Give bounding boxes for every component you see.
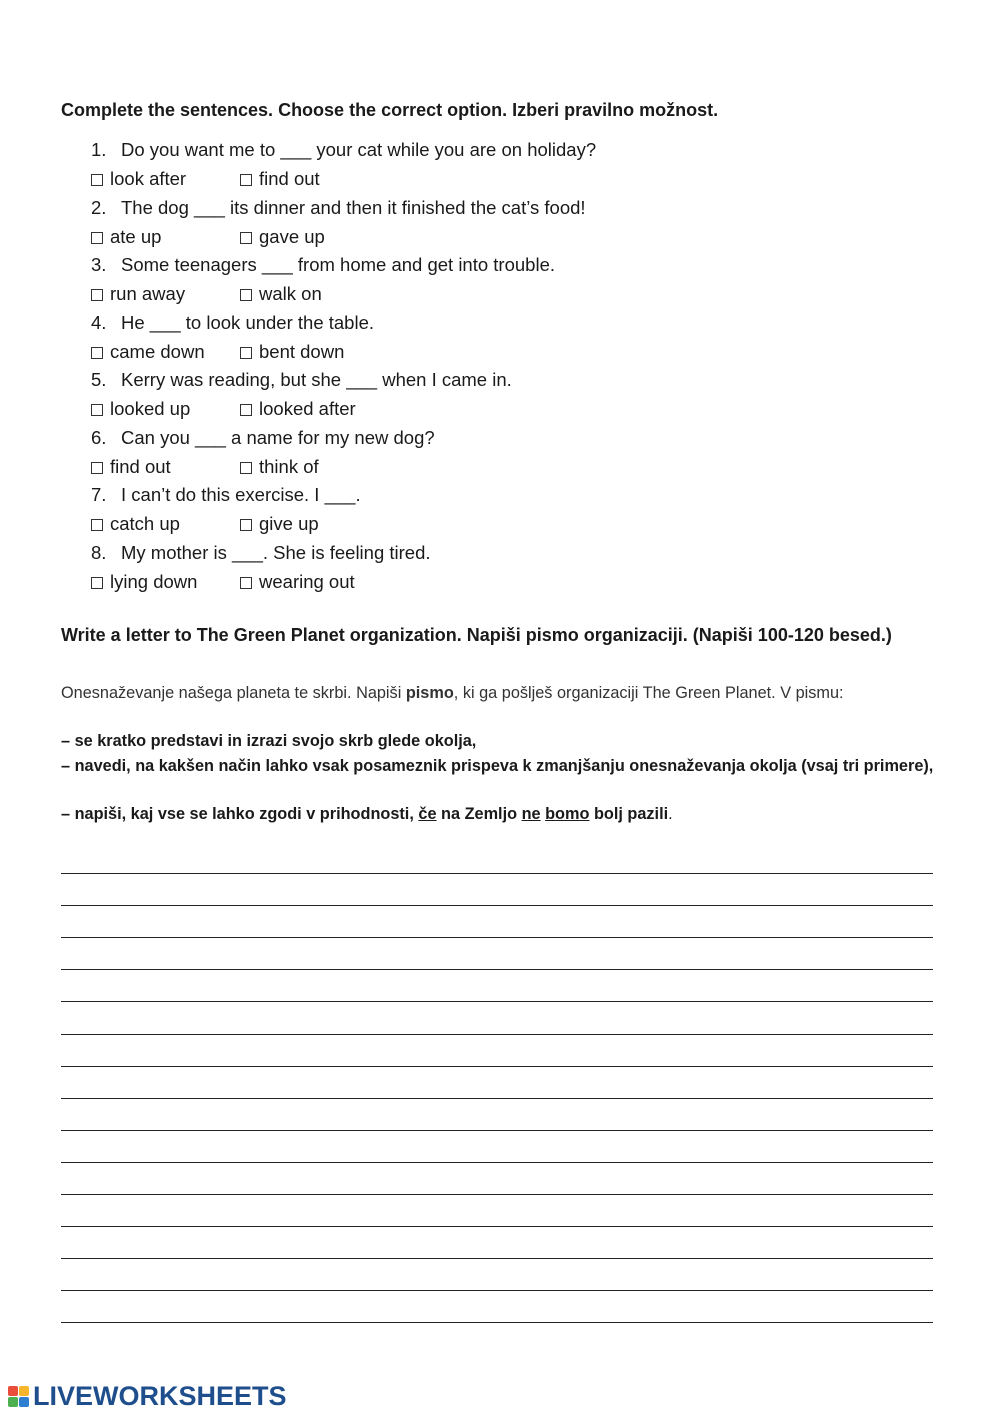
writing-line[interactable] [61, 969, 933, 970]
question-text: My mother is ___. She is feeling tired. [121, 541, 431, 563]
option-label: gave up [259, 225, 325, 247]
writing-line[interactable] [61, 1322, 933, 1323]
option-label: walk on [259, 283, 322, 304]
checkbox-icon[interactable] [91, 462, 103, 474]
option-label: bent down [259, 340, 345, 362]
option-checkbox-b[interactable] [240, 513, 319, 535]
option-label: look after [110, 168, 187, 189]
checkbox-icon[interactable] [91, 577, 103, 589]
question-text: Do you want me to ___ your cat while you are on holiday? [121, 139, 597, 160]
checkbox-icon[interactable] [240, 232, 252, 244]
option-checkbox-a[interactable] [91, 226, 161, 248]
checkbox-icon[interactable] [240, 519, 252, 531]
option-label: wearing out [259, 570, 355, 592]
option-label: find out [259, 168, 320, 189]
option-label: looked after [259, 398, 356, 419]
question-8 [91, 542, 431, 564]
option-checkbox-b[interactable] [240, 168, 320, 190]
writing-line[interactable] [61, 1098, 933, 1099]
option-checkbox-b[interactable] [240, 456, 319, 478]
writing-line[interactable] [61, 1162, 933, 1163]
option-checkbox-b[interactable] [240, 341, 344, 363]
option-checkbox-a[interactable] [91, 571, 197, 593]
checkbox-icon[interactable] [240, 174, 252, 186]
instruction-bullet-2: – navedi, na kakšen način lahko vsak posameznik prispeva k zmanjšanju onesnaževanja okolja (vsaj tri primere), [61, 757, 934, 775]
question-7 [91, 484, 361, 506]
option-checkbox-a[interactable] [91, 283, 185, 305]
question-3 [91, 254, 555, 276]
question-text: The dog ___ its dinner and then it finished the cat’s food! [121, 196, 586, 218]
checkbox-icon[interactable] [240, 462, 252, 474]
writing-line[interactable] [61, 1130, 933, 1131]
instruction-bullet-1: – se kratko predstavi in izrazi svojo skrb glede okolja, [61, 732, 477, 750]
option-checkbox-a[interactable] [91, 341, 205, 363]
checkbox-icon[interactable] [91, 174, 103, 186]
option-checkbox-b[interactable] [240, 283, 322, 305]
option-checkbox-a[interactable] [91, 398, 190, 420]
logo-mark-icon [8, 1386, 29, 1407]
question-number: 8. [91, 541, 107, 563]
question-text: I can’t do this exercise. I ___. [121, 484, 361, 505]
question-number: 5. [91, 369, 107, 390]
writing-line[interactable] [61, 1258, 933, 1259]
writing-line[interactable] [61, 905, 933, 906]
question-1 [91, 139, 596, 161]
option-label: looked up [110, 398, 191, 419]
question-2 [91, 197, 586, 219]
option-label: give up [259, 513, 319, 534]
writing-line[interactable] [61, 937, 933, 938]
option-checkbox-b[interactable] [240, 398, 356, 420]
exercise2-heading: Write a letter to The Green Planet organization. Napiši pismo organizaciji. (Napiši 100-120 besed.) [61, 625, 892, 645]
writing-line[interactable] [61, 1290, 933, 1291]
checkbox-icon[interactable] [91, 232, 103, 244]
question-5 [91, 369, 512, 391]
option-checkbox-b[interactable] [240, 571, 355, 593]
option-label: ate up [110, 225, 162, 247]
option-label: run away [110, 283, 186, 304]
exercise1-heading: Complete the sentences. Choose the correct option. Izberi pravilno možnost. [61, 100, 719, 120]
question-text: He ___ to look under the table. [121, 311, 375, 333]
question-number: 1. [91, 139, 107, 160]
instruction-bullet-3: – napiši, kaj vse se lahko zgodi v prihodnosti, če na Zemljo ne bomo bolj pazili. [61, 805, 673, 823]
option-label: came down [110, 340, 205, 362]
liveworksheets-logo [8, 1381, 287, 1411]
question-number: 2. [91, 196, 107, 218]
checkbox-icon[interactable] [240, 347, 252, 359]
writing-line[interactable] [61, 1226, 933, 1227]
question-number: 6. [91, 426, 107, 448]
checkbox-icon[interactable] [240, 404, 252, 416]
option-checkbox-b[interactable] [240, 226, 325, 248]
option-checkbox-a[interactable] [91, 456, 171, 478]
checkbox-icon[interactable] [91, 404, 103, 416]
checkbox-icon[interactable] [91, 289, 103, 301]
option-label: think of [259, 455, 319, 477]
option-label: find out [110, 455, 171, 477]
exercise2-intro: Onesnaževanje našega planeta te skrbi. Napiši pismo, ki ga pošlješ organizaciji The Green Planet. V pismu: [61, 684, 844, 702]
checkbox-icon[interactable] [240, 577, 252, 589]
question-number: 7. [91, 484, 107, 505]
logo-text: LIVEWORKSHEETS [33, 1380, 287, 1411]
question-6 [91, 427, 435, 449]
question-number: 3. [91, 254, 107, 275]
question-text: Can you ___ a name for my new dog? [121, 426, 435, 448]
option-label: catch up [110, 513, 180, 534]
question-number: 4. [91, 311, 107, 333]
checkbox-icon[interactable] [91, 347, 103, 359]
question-text: Some teenagers ___ from home and get into trouble. [121, 254, 555, 275]
question-text: Kerry was reading, but she ___ when I came in. [121, 369, 512, 390]
writing-line[interactable] [61, 1034, 933, 1035]
writing-line[interactable] [61, 1066, 933, 1067]
question-4 [91, 312, 374, 334]
checkbox-icon[interactable] [91, 519, 103, 531]
option-checkbox-a[interactable] [91, 168, 186, 190]
writing-line[interactable] [61, 873, 933, 874]
option-checkbox-a[interactable] [91, 513, 180, 535]
option-label: lying down [110, 570, 198, 592]
writing-line[interactable] [61, 1194, 933, 1195]
checkbox-icon[interactable] [240, 289, 252, 301]
writing-line[interactable] [61, 1001, 933, 1002]
